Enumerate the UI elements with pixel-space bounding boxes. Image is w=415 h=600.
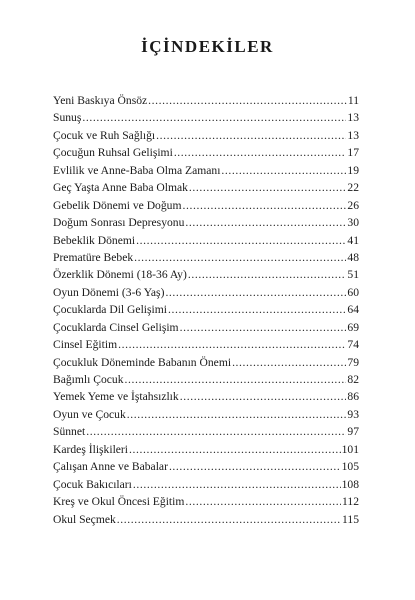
toc-entry: [53, 388, 359, 405]
toc-entry-title: Cinsel Eğitim: [53, 338, 118, 352]
page-title: İÇİNDEKİLER: [141, 37, 274, 56]
toc-entry-page-number: 93: [347, 407, 359, 421]
toc-entry-page-number: 51: [347, 268, 359, 282]
toc-entry-page-number: 19: [347, 163, 359, 177]
toc-entry-page-number: 60: [347, 285, 359, 299]
dot-leader: [125, 371, 347, 388]
toc-entry: [53, 197, 359, 214]
toc-entry-page-number: 69: [347, 320, 359, 334]
toc-entry: [53, 232, 359, 249]
toc-entry: [53, 301, 359, 318]
toc-entry: [53, 266, 359, 283]
toc-entry-page-number: 112: [342, 495, 359, 509]
dot-leader: [127, 406, 347, 423]
table-of-contents: [53, 92, 359, 528]
dot-leader: [180, 388, 347, 405]
toc-entry-page-number: 108: [341, 477, 359, 491]
toc-entry-title: Yemek Yeme ve İştahsızlık: [53, 390, 179, 404]
dot-leader: [169, 458, 341, 475]
toc-entry: [53, 458, 359, 475]
dot-leader: [168, 301, 346, 318]
toc-entry-page-number: 105: [341, 460, 359, 474]
toc-entry-page-number: 74: [347, 338, 359, 352]
toc-entry-page-number: 11: [347, 94, 359, 107]
dot-leader: [174, 144, 347, 161]
toc-entry: [53, 127, 359, 144]
toc-entry-title: Kreş ve Okul Öncesi Eğitim: [53, 495, 185, 509]
toc-entry-title: Çalışan Anne ve Babalar: [53, 460, 168, 474]
toc-entry: [53, 354, 359, 371]
toc-entry-title: Oyun Dönemi (3-6 Yaş): [53, 285, 165, 299]
toc-entry-title: Prematüre Bebek: [53, 250, 134, 264]
toc-entry-page-number: 22: [347, 181, 359, 195]
toc-entry-title: Okul Seçmek: [53, 512, 116, 526]
dot-leader: [148, 92, 347, 109]
toc-entry: [53, 284, 359, 301]
toc-entry-title: Çocuklarda Dil Gelişimi: [53, 303, 167, 317]
dot-leader: [221, 162, 346, 179]
dot-leader: [82, 109, 346, 126]
dot-leader: [189, 179, 346, 196]
toc-entry-title: Oyun ve Çocuk: [53, 407, 126, 421]
toc-entry-title: Çocuk ve Ruh Sağlığı: [53, 128, 156, 142]
dot-leader: [185, 493, 341, 510]
toc-entry-title: Çocuğun Ruhsal Gelişimi: [53, 146, 173, 160]
toc-entry-title: Doğum Sonrası Depresyonu: [53, 216, 185, 230]
toc-entry-page-number: 101: [341, 442, 359, 456]
toc-entry: [53, 319, 359, 336]
toc-entry: [53, 109, 359, 126]
toc-entry-title: Bağımlı Çocuk: [53, 373, 124, 386]
toc-entry-title: Sünnet: [53, 425, 86, 439]
dot-leader: [185, 214, 346, 231]
toc-entry-title: Kardeş İlişkileri: [53, 442, 129, 456]
toc-entry: [53, 92, 359, 109]
toc-entry-page-number: 86: [347, 390, 359, 404]
toc-entry-page-number: 64: [347, 303, 359, 317]
dot-leader: [165, 284, 346, 301]
toc-entry: [53, 423, 359, 440]
toc-entry-title: Çocuk Bakıcıları: [53, 477, 132, 491]
toc-entry-page-number: 30: [347, 216, 359, 230]
toc-entry: [53, 336, 359, 353]
toc-entry: [53, 249, 359, 266]
toc-entry: [53, 214, 359, 231]
toc-entry-title: Gebelik Dönemi ve Doğum: [53, 198, 182, 212]
dot-leader: [188, 266, 347, 283]
toc-entry-page-number: 13: [347, 128, 359, 142]
toc-entry: [53, 179, 359, 196]
toc-entry-title: Geç Yaşta Anne Baba Olmak: [53, 181, 188, 195]
dot-leader: [182, 197, 346, 214]
dot-leader: [180, 319, 347, 336]
dot-leader: [232, 354, 346, 371]
toc-entry-page-number: 13: [347, 111, 359, 125]
toc-entry: [53, 511, 359, 528]
toc-entry-page-number: 115: [342, 512, 359, 526]
toc-entry-title: Evlilik ve Anne-Baba Olma Zamanı: [53, 163, 221, 177]
toc-entry: [53, 476, 359, 493]
dot-leader: [133, 476, 341, 493]
toc-entry-title: Sunuş: [53, 111, 82, 125]
toc-entry: [53, 441, 359, 458]
dot-leader: [117, 511, 341, 528]
dot-leader: [86, 423, 346, 440]
toc-entry-page-number: 41: [347, 233, 359, 247]
toc-entry-title: Bebeklik Dönemi: [53, 233, 136, 247]
toc-entry-page-number: 79: [347, 355, 359, 369]
toc-entry-page-number: 82: [347, 373, 359, 386]
dot-leader: [129, 441, 341, 458]
toc-entry-page-number: 26: [347, 198, 359, 212]
dot-leader: [134, 249, 346, 266]
toc-entry: [53, 371, 359, 388]
toc-entry-title: Çocukluk Döneminde Babanın Önemi: [53, 355, 232, 369]
dot-leader: [136, 232, 346, 249]
dot-leader: [118, 336, 346, 353]
toc-entry: [53, 144, 359, 161]
toc-entry-page-number: 17: [347, 146, 359, 160]
toc-entry-page-number: 48: [347, 250, 359, 264]
toc-entry: [53, 162, 359, 179]
toc-entry-title: Özerklik Dönemi (18-36 Ay): [53, 268, 187, 282]
toc-entry-title: Yeni Baskıya Önsöz: [53, 94, 148, 107]
toc-entry-page-number: 97: [347, 425, 359, 439]
toc-entry: [53, 493, 359, 510]
dot-leader: [156, 127, 346, 144]
toc-entry: [53, 406, 359, 423]
toc-entry-title: Çocuklarda Cinsel Gelişim: [53, 320, 179, 334]
